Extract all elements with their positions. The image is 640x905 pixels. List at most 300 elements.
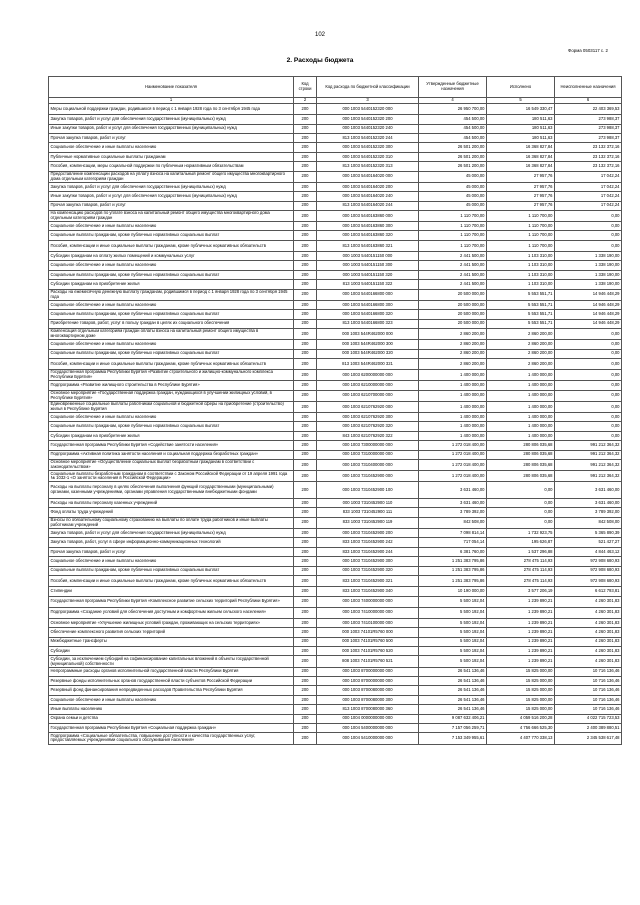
row-unexecuted: 3 631 460,00 [555,499,622,508]
row-line-code: 200 [294,370,317,381]
row-classification-code: 000 1003 5440152320 310 [317,152,419,161]
row-classification-code: 000 1003 8700000000 000 [317,677,419,686]
table-row [49,222,622,231]
row-classification-code: 813 1003 5440152320 244 [317,133,419,142]
row-executed: 3 577 206,19 [487,587,555,596]
row-line-code: 200 [294,171,317,182]
row-line-code: 200 [294,547,317,556]
row-executed: 5 553 551,71 [487,300,555,309]
row-approved: 2 441 500,00 [419,280,487,289]
row-classification-code: 000 1003 74101R5760 520 [317,647,419,656]
table-row [49,182,622,191]
row-approved: 1 272 018 400,00 [419,441,487,450]
table-row [49,280,622,289]
row-name: Социальное обеспечение и иные выплаты населению [49,222,294,231]
row-name: Социальное обеспечение и иные выплаты населению [49,557,294,566]
row-classification-code: 000 1003 5440166800 320 [317,310,419,319]
row-unexecuted: 4 260 301,83 [555,596,622,607]
row-approved: 1 400 000,00 [419,422,487,431]
row-unexecuted: 842 508,00 [555,517,622,528]
row-unexecuted: 10 716 136,46 [555,695,622,704]
row-executed: 0,00 [487,517,555,528]
table-row [49,441,622,450]
row-executed: 2 860 200,00 [487,340,555,349]
row-line-code: 200 [294,201,317,210]
row-approved: 20 500 000,00 [419,310,487,319]
row-executed: 1 400 000,00 [487,422,555,431]
row-unexecuted: 6 612 793,81 [555,587,622,596]
row-name: Закупка товаров, работ и услуг для обеспечения государственных (муниципальных) нужд [49,115,294,124]
row-line-code: 200 [294,349,317,358]
row-unexecuted: 4 260 301,83 [555,628,622,637]
row-name: Иные закупки товаров, работ и услуг для обеспечения государственных (муниципальных) нужд [49,124,294,133]
row-line-code: 200 [294,705,317,714]
row-unexecuted: 4 022 715 723,53 [555,714,622,723]
row-name: Стипендии [49,587,294,596]
row-classification-code: 000 1003 5440152320 300 [317,143,419,152]
row-unexecuted: 14 946 448,29 [555,300,622,309]
row-executed: 278 475 114,93 [487,557,555,566]
row-classification-code: 813 1003 5440152320 313 [317,162,419,171]
table-row [49,319,622,328]
table-row [49,104,622,115]
row-unexecuted: 0,00 [555,340,622,349]
row-name: Социальные выплаты гражданам, кроме публичных нормативных социальных выплат [49,349,294,358]
row-classification-code: 000 1003 544R462000 320 [317,349,419,358]
row-approved: 6 381 760,00 [419,547,487,556]
table-row [49,171,622,182]
row-classification-code: 000 1003 8700080000 000 [317,686,419,695]
row-approved: 5 500 192,04 [419,607,487,618]
row-approved: 1 251 383 795,86 [419,575,487,586]
row-approved: 20 500 000,00 [419,300,487,309]
row-line-code: 200 [294,499,317,508]
row-classification-code: 000 1003 5440166800 000 [317,289,419,300]
row-classification-code: 000 1003 544R462000 000 [317,328,419,339]
row-executed: 1 110 700,00 [487,222,555,231]
row-classification-code: 000 1003 7410100000 000 [317,618,419,627]
row-line-code: 200 [294,517,317,528]
table-row [49,538,622,547]
table-row [49,422,622,431]
row-approved: 1 400 000,00 [419,390,487,401]
row-unexecuted: 4 260 301,83 [555,647,622,656]
row-approved: 7 153 349 955,61 [419,733,487,744]
row-classification-code: 000 1003 7310452900 320 [317,566,419,575]
row-executed: 1 239 890,21 [487,628,555,637]
row-unexecuted: 0,00 [555,222,622,231]
row-classification-code: 000 1003 7310452900 110 [317,499,419,508]
row-unexecuted: 14 946 448,29 [555,319,622,328]
row-line-code: 200 [294,566,317,575]
row-executed: 15 825 000,00 [487,667,555,676]
row-unexecuted: 273 988,37 [555,124,622,133]
row-classification-code: 833 1003 7310452900 242 [317,538,419,547]
header-classification-code: Код расхода по бюджетной классификации [317,77,419,98]
row-approved: 20 500 000,00 [419,289,487,300]
row-line-code: 200 [294,471,317,482]
row-name: Социальное обеспечение и иные выплаты населению [49,261,294,270]
table-row [49,686,622,695]
row-line-code: 200 [294,231,317,240]
row-unexecuted: 22 403 369,53 [555,104,622,115]
table-row [49,270,622,279]
row-executed: 280 806 035,68 [487,460,555,471]
row-classification-code: 000 1003 5440151150 320 [317,270,419,279]
table-row [49,547,622,556]
row-name: Социальное обеспечение и иные выплаты населению [49,340,294,349]
row-name: Социальное обеспечение и иные выплаты населению [49,143,294,152]
table-row [49,508,622,517]
row-classification-code: 808 1003 74101R5760 521 [317,656,419,667]
row-executed: 16 368 827,84 [487,143,555,152]
row-name: Компенсация отдельным категориям граждан оплаты взноса на капитальный ремонт общего имущества в многоквартирном доме [49,328,294,339]
row-classification-code: 000 1003 74101R5760 000 [317,628,419,637]
row-unexecuted: 0,00 [555,381,622,390]
row-line-code: 200 [294,450,317,459]
row-name: Взносы по обязательному социальному страхованию на выплаты по оплате труда работников и иные выплаты работникам учреждений [49,517,294,528]
table-row [49,460,622,471]
row-classification-code: 000 1003 7310452900 300 [317,557,419,566]
row-executed: 1 103 310,00 [487,261,555,270]
row-line-code: 200 [294,628,317,637]
row-executed: 1 110 700,00 [487,240,555,251]
row-executed: 16 549 330,47 [487,104,555,115]
table-row [49,618,622,627]
row-classification-code: 000 1003 6210762920 000 [317,401,419,412]
row-approved: 1 272 018 400,00 [419,460,487,471]
row-name: Основное мероприятие «Осуществление социальных выплат безработным гражданам в соответствии с законодательством» [49,460,294,471]
row-name: Прочая закупка товаров, работ и услуг [49,547,294,556]
table-row [49,340,622,349]
row-approved: 1 400 000,00 [419,413,487,422]
row-unexecuted: 4 260 301,83 [555,656,622,667]
row-approved: 1 400 000,00 [419,370,487,381]
row-executed: 1 110 700,00 [487,210,555,221]
row-name: Закупка товаров, работ, услуг в сфере информационно-коммуникационных технологий [49,538,294,547]
row-line-code: 200 [294,528,317,537]
row-line-code: 200 [294,192,317,201]
row-classification-code: 000 1003 7300000000 000 [317,441,419,450]
expenses-table [48,76,622,745]
row-executed: 1 400 000,00 [487,390,555,401]
row-line-code: 200 [294,280,317,289]
table-row [49,431,622,440]
row-classification-code: 000 1003 544R462000 300 [317,340,419,349]
table-row [49,401,622,412]
row-approved: 1 110 700,00 [419,210,487,221]
row-executed: 280 806 035,68 [487,441,555,450]
table-row [49,723,622,732]
row-approved: 1 272 018 400,00 [419,471,487,482]
row-line-code: 200 [294,607,317,618]
row-line-code: 200 [294,310,317,319]
row-approved: 5 500 192,04 [419,637,487,646]
row-line-code: 200 [294,261,317,270]
row-classification-code: 833 1003 7310452900 111 [317,508,419,517]
row-unexecuted: 4 844 463,12 [555,547,622,556]
row-executed: 1 103 310,00 [487,280,555,289]
row-unexecuted: 273 988,37 [555,115,622,124]
row-approved: 3 631 460,00 [419,499,487,508]
row-approved: 5 500 192,04 [419,596,487,607]
row-name: Социальное обеспечение и иные выплаты населению [49,413,294,422]
row-unexecuted: 0,00 [555,390,622,401]
row-executed: 27 957,76 [487,201,555,210]
row-name: Государственная программа Республики Бурятия «Социальная поддержка граждан» [49,723,294,732]
table-row [49,647,622,656]
table-row [49,587,622,596]
row-unexecuted: 972 908 680,93 [555,557,622,566]
table-row [49,482,622,499]
row-line-code: 200 [294,340,317,349]
row-approved: 20 500 000,00 [419,319,487,328]
row-name: Субсидии гражданам на оплату жилых помещений и коммунальных услуг [49,252,294,261]
col-number: 3 [317,98,419,104]
table-row [49,714,622,723]
row-name: Единовременные социальные выплаты работникам социальной и бюджетной сферы на приобретение (строительство) жилья в Республике Бурятия [49,401,294,412]
row-classification-code: 000 1003 74101R5760 500 [317,637,419,646]
row-name: Субсидии [49,647,294,656]
row-line-code: 200 [294,695,317,704]
row-classification-code: 833 1003 7310452900 244 [317,547,419,556]
row-executed: 2 860 200,00 [487,349,555,358]
row-classification-code: 000 1003 6210762920 320 [317,422,419,431]
row-line-code: 200 [294,162,317,171]
row-unexecuted: 17 042,24 [555,171,622,182]
row-classification-code: 813 1003 5440151150 322 [317,280,419,289]
row-line-code: 200 [294,289,317,300]
row-unexecuted: 10 716 136,46 [555,686,622,695]
row-unexecuted: 2 345 538 617,48 [555,733,622,744]
row-executed: 1 239 890,21 [487,637,555,646]
row-line-code: 200 [294,124,317,133]
row-name: Закупка товаров, работ и услуг для обеспечения государственных (муниципальных) нужд [49,182,294,191]
row-name: Подпрограмма «Социальные обязательства, повышение доступности и качества государственных услуг, предоставляемых учреждениями социального обслуживания населения» [49,733,294,744]
row-approved: 45 000,00 [419,171,487,182]
row-classification-code: 000 1003 7310400000 000 [317,460,419,471]
row-line-code: 200 [294,401,317,412]
row-name: Приобретение товаров, работ, услуг в пользу граждан в целях их социального обеспечения [49,319,294,328]
row-name: Закупка товаров, работ и услуг для обеспечения государственных (муниципальных) нужд [49,528,294,537]
table-row [49,499,622,508]
row-line-code: 200 [294,182,317,191]
row-classification-code: 000 1003 8700000000 000 [317,667,419,676]
page-number: 102 [314,32,325,38]
row-line-code: 200 [294,381,317,390]
row-name: Социальные выплаты гражданам, кроме публичных нормативных социальных выплат [49,231,294,240]
row-classification-code: 000 1003 6210000000 000 [317,381,419,390]
row-classification-code: 000 1004 0000000000 000 [317,714,419,723]
row-unexecuted: 14 946 448,29 [555,289,622,300]
row-unexecuted: 10 716 136,46 [555,705,622,714]
row-approved: 1 400 000,00 [419,381,487,390]
row-line-code: 200 [294,133,317,142]
row-approved: 1 251 383 795,86 [419,566,487,575]
row-approved: 454 500,00 [419,124,487,133]
table-row [49,201,622,210]
table-row [49,289,622,300]
table-row [49,677,622,686]
row-unexecuted: 4 260 301,83 [555,618,622,627]
row-approved: 1 400 000,00 [419,401,487,412]
row-approved: 26 950 700,00 [419,104,487,115]
row-executed: 27 957,76 [487,182,555,191]
row-unexecuted: 17 042,24 [555,201,622,210]
row-classification-code: 843 1003 6210762920 322 [317,431,419,440]
row-classification-code: 813 1003 5440164020 244 [317,201,419,210]
row-unexecuted: 1 338 190,00 [555,280,622,289]
row-classification-code: 833 1003 7310452900 119 [317,517,419,528]
table-row [49,152,622,161]
row-executed: 280 806 035,68 [487,450,555,459]
row-approved: 26 541 136,46 [419,667,487,676]
row-approved: 45 000,00 [419,192,487,201]
row-unexecuted: 0,00 [555,358,622,369]
row-name: Подпрограмма «Развитие жилищного строительства в Республике Бурятия» [49,381,294,390]
row-name: Расходы на выплаты персоналу казенных учреждений [49,499,294,508]
row-line-code: 200 [294,115,317,124]
table-row [49,143,622,152]
row-unexecuted: 23 132 372,16 [555,152,622,161]
row-executed: 1 400 000,00 [487,381,555,390]
row-approved: 2 441 500,00 [419,261,487,270]
row-name: Публичные нормативные социальные выплаты гражданам [49,152,294,161]
row-approved: 7 098 814,14 [419,528,487,537]
row-approved: 2 860 200,00 [419,340,487,349]
row-executed: 195 626,87 [487,538,555,547]
row-executed: 1 239 890,21 [487,596,555,607]
table-row [49,381,622,390]
table-row [49,656,622,667]
row-executed: 5 553 551,71 [487,319,555,328]
row-executed: 1 400 000,00 [487,401,555,412]
row-classification-code: 000 1003 7310000000 000 [317,450,419,459]
header-unexecuted: Неисполненные назначения [555,77,622,98]
row-classification-code: 000 1003 6210700000 000 [317,390,419,401]
row-approved: 1 110 700,00 [419,231,487,240]
table-row [49,124,622,133]
row-classification-code: 000 1003 7410000000 000 [317,607,419,618]
row-classification-code: 813 1003 5440163860 321 [317,240,419,251]
table-row [49,349,622,358]
row-executed: 1 732 923,75 [487,528,555,537]
row-approved: 5 500 192,04 [419,647,487,656]
row-name: Межбюджетные трансферты [49,637,294,646]
table-row [49,231,622,240]
row-unexecuted: 0,00 [555,349,622,358]
row-executed: 16 368 827,84 [487,152,555,161]
table-row [49,261,622,270]
row-name: Социальные выплаты гражданам, кроме публичных нормативных социальных выплат [49,422,294,431]
row-executed: 5 553 551,71 [487,289,555,300]
row-name: Фонд оплаты труда учреждений [49,508,294,517]
row-name: Субсидии гражданам на приобретение жилья [49,280,294,289]
row-executed: 15 825 000,00 [487,677,555,686]
row-name: Пособия, компенсации и иные социальные выплаты гражданам, кроме публичных нормативных обязательств [49,575,294,586]
row-name: Непрограммные расходы органов исполнительной государственной власти Республики Бурятия [49,667,294,676]
row-executed: 4 756 666 525,30 [487,723,555,732]
table-row [49,310,622,319]
row-executed: 180 511,63 [487,115,555,124]
form-code: Форма 0503117 с. 2 [568,48,608,53]
table-row [49,450,622,459]
row-line-code: 200 [294,431,317,440]
row-executed: 180 511,63 [487,133,555,142]
row-classification-code: 000 1003 5440163860 000 [317,210,419,221]
row-name: На компенсацию расходов по уплате взноса на капитальный ремонт общего имущества многоквартирного дома отдельным категориям граждан [49,210,294,221]
row-name: Резервные фонды исполнительных органов государственной власти субъектов Российской Федерации [49,677,294,686]
row-executed: 4 407 770 338,13 [487,733,555,744]
row-executed: 27 957,76 [487,192,555,201]
row-executed: 1 400 000,00 [487,431,555,440]
table-row [49,252,622,261]
header-name: Наименование показателя [49,77,294,98]
row-unexecuted: 3 631 460,00 [555,482,622,499]
table-row [49,413,622,422]
row-line-code: 200 [294,667,317,676]
row-unexecuted: 0,00 [555,413,622,422]
row-executed: 278 475 114,93 [487,575,555,586]
row-name: Иные закупки товаров, работ и услуг для обеспечения государственных (муниципальных) нужд [49,192,294,201]
col-number: 2 [294,98,317,104]
row-executed: 1 239 890,21 [487,647,555,656]
row-approved: 26 501 200,00 [419,152,487,161]
col-number: 6 [555,98,622,104]
row-name: Основное мероприятие «Улучшение жилищных условий граждан, проживающих на сельских территориях» [49,618,294,627]
row-unexecuted: 972 908 680,93 [555,575,622,586]
row-unexecuted: 3 789 392,00 [555,508,622,517]
row-line-code: 200 [294,733,317,744]
row-name: Резервный фонд финансирования непредвиденных расходов Правительства Республики Бурятия [49,686,294,695]
row-approved: 7 157 056 259,71 [419,723,487,732]
row-approved: 26 541 136,46 [419,686,487,695]
row-name: Социальное обеспечение и иные выплаты населению [49,300,294,309]
row-unexecuted: 17 042,24 [555,192,622,201]
row-unexecuted: 991 212 364,32 [555,460,622,471]
table-row [49,607,622,618]
row-executed: 4 059 516 200,28 [487,714,555,723]
row-line-code: 200 [294,596,317,607]
row-approved: 3 631 460,00 [419,482,487,499]
row-classification-code: 000 1004 5400000000 000 [317,723,419,732]
row-executed: 16 368 827,84 [487,162,555,171]
row-executed: 15 825 000,00 [487,686,555,695]
header-executed: Исполнено [487,77,555,98]
row-approved: 454 500,00 [419,115,487,124]
row-approved: 26 541 136,46 [419,705,487,714]
table-row [49,733,622,744]
row-unexecuted: 23 132 372,16 [555,162,622,171]
row-classification-code: 000 1003 7310452900 000 [317,471,419,482]
row-name: Предоставление компенсации расходов на уплату взноса на капитальный ремонт общего имущества многоквартирного дома отдельным категориям граждан [49,171,294,182]
col-number: 4 [419,98,487,104]
row-approved: 2 860 200,00 [419,349,487,358]
row-unexecuted: 0,00 [555,210,622,221]
row-line-code: 200 [294,143,317,152]
row-executed: 1 537 296,88 [487,547,555,556]
row-classification-code: 000 1003 6200000000 000 [317,370,419,381]
row-name: Подпрограмма «Создание условий для обеспечения доступным и комфортным жильем сельского населения» [49,607,294,618]
row-line-code: 200 [294,222,317,231]
row-classification-code: 813 1003 544R462000 321 [317,358,419,369]
row-unexecuted: 521 427,27 [555,538,622,547]
row-approved: 1 400 000,00 [419,431,487,440]
row-executed: 1 103 310,00 [487,270,555,279]
row-executed: 180 511,63 [487,124,555,133]
row-name: Прочая закупка товаров, работ и услуг [49,133,294,142]
row-line-code: 200 [294,270,317,279]
